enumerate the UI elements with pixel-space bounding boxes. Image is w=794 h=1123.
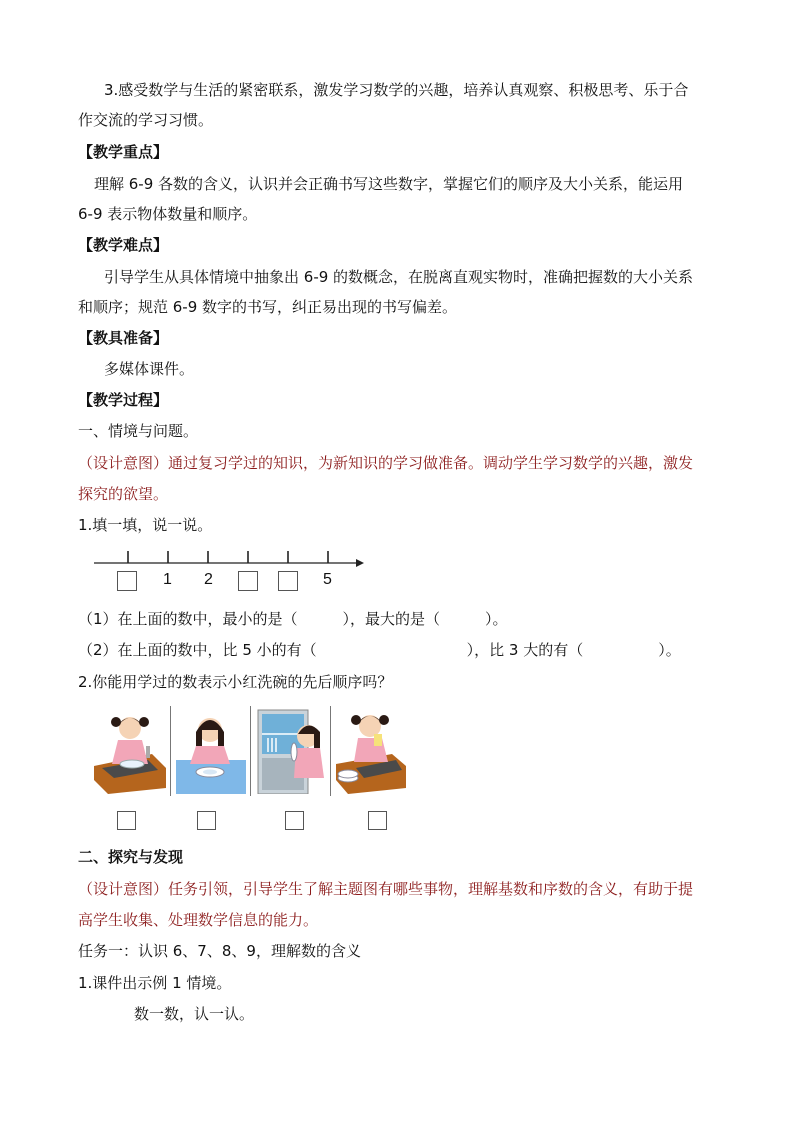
- section-2-intent-line-2: 高学生收集、处理数学信息的能力。: [78, 911, 319, 929]
- panel-divider-1: [170, 706, 171, 796]
- materials-text: 多媒体课件。: [104, 360, 195, 378]
- key-points-line-1: 理解 6-9 各数的含义，认识并会正确书写这些数字，掌握它们的顺序及大小关系，能运用: [94, 175, 684, 193]
- question-1-title: 1.填一填，说一说。: [78, 516, 213, 534]
- number-line-blank-1[interactable]: [117, 571, 137, 591]
- section-1-intent-line-2: 探究的欲望。: [78, 485, 169, 503]
- picture-answer-box-1[interactable]: [117, 811, 136, 830]
- panel-divider-3: [330, 706, 331, 796]
- cabinet-picture: [254, 708, 328, 794]
- section-1-title: 一、情境与问题。: [78, 422, 199, 440]
- wiping-plate-picture: [174, 708, 248, 794]
- objective-3-line-1: 3.感受数学与生活的紧密联系，激发学习数学的兴趣，培养认真观察、积极思考、乐于合: [104, 81, 689, 99]
- difficulties-line-2: 和顺序；规范 6-9 数字的书写，纠正易出现的书写偏差。: [78, 298, 458, 316]
- panel-divider-2: [250, 706, 251, 796]
- picture-answer-box-3[interactable]: [285, 811, 304, 830]
- number-line: [94, 548, 366, 570]
- drying-dishes-picture: [334, 708, 406, 794]
- difficulties-heading: 【教学难点】: [78, 236, 169, 254]
- task-1-step-1-sub: 数一数，认一认。: [134, 1005, 255, 1023]
- objective-3-line-2: 作交流的学习习惯。: [78, 111, 214, 129]
- section-1-intent-line-1: （设计意图）通过复习学过的知识，为新知识的学习做准备。调动学生学习数学的兴趣，激发: [78, 454, 694, 472]
- picture-answer-box-2[interactable]: [197, 811, 216, 830]
- question-2-title: 2.你能用学过的数表示小红洗碗的先后顺序吗？: [78, 673, 393, 691]
- question-1-sub-1: （1）在上面的数中，最小的是（ ），最大的是（ ）。: [78, 610, 508, 628]
- washing-dishes-picture: [92, 708, 168, 794]
- number-line-blank-3[interactable]: [278, 571, 298, 591]
- number-line-label-2: 2: [204, 571, 213, 588]
- section-2-intent-line-1: （设计意图）任务引领，引导学生了解主题图有哪些事物，理解基数和序数的含义，有助于提: [78, 880, 694, 898]
- materials-heading: 【教具准备】: [78, 329, 169, 347]
- key-points-heading: 【教学重点】: [78, 143, 169, 161]
- key-points-line-2: 6-9 表示物体数量和顺序。: [78, 205, 258, 223]
- question-1-sub-2: （2）在上面的数中，比 5 小的有（ ），比 3 大的有（ ）。: [78, 641, 681, 659]
- difficulties-line-1: 引导学生从具体情境中抽象出 6-9 的数概念，在脱离直观实物时，准确把握数的大小关系: [104, 268, 694, 286]
- section-2-title: 二、探究与发现: [78, 848, 184, 866]
- picture-answer-box-4[interactable]: [368, 811, 387, 830]
- task-1-title: 任务一：认识 6、7、8、9，理解数的含义: [78, 942, 361, 960]
- number-line-label-5: 5: [323, 571, 332, 588]
- number-line-blank-2[interactable]: [238, 571, 258, 591]
- process-heading: 【教学过程】: [78, 391, 169, 409]
- number-line-label-1: 1: [163, 571, 172, 588]
- task-1-step-1: 1.课件出示例 1 情境。: [78, 974, 232, 992]
